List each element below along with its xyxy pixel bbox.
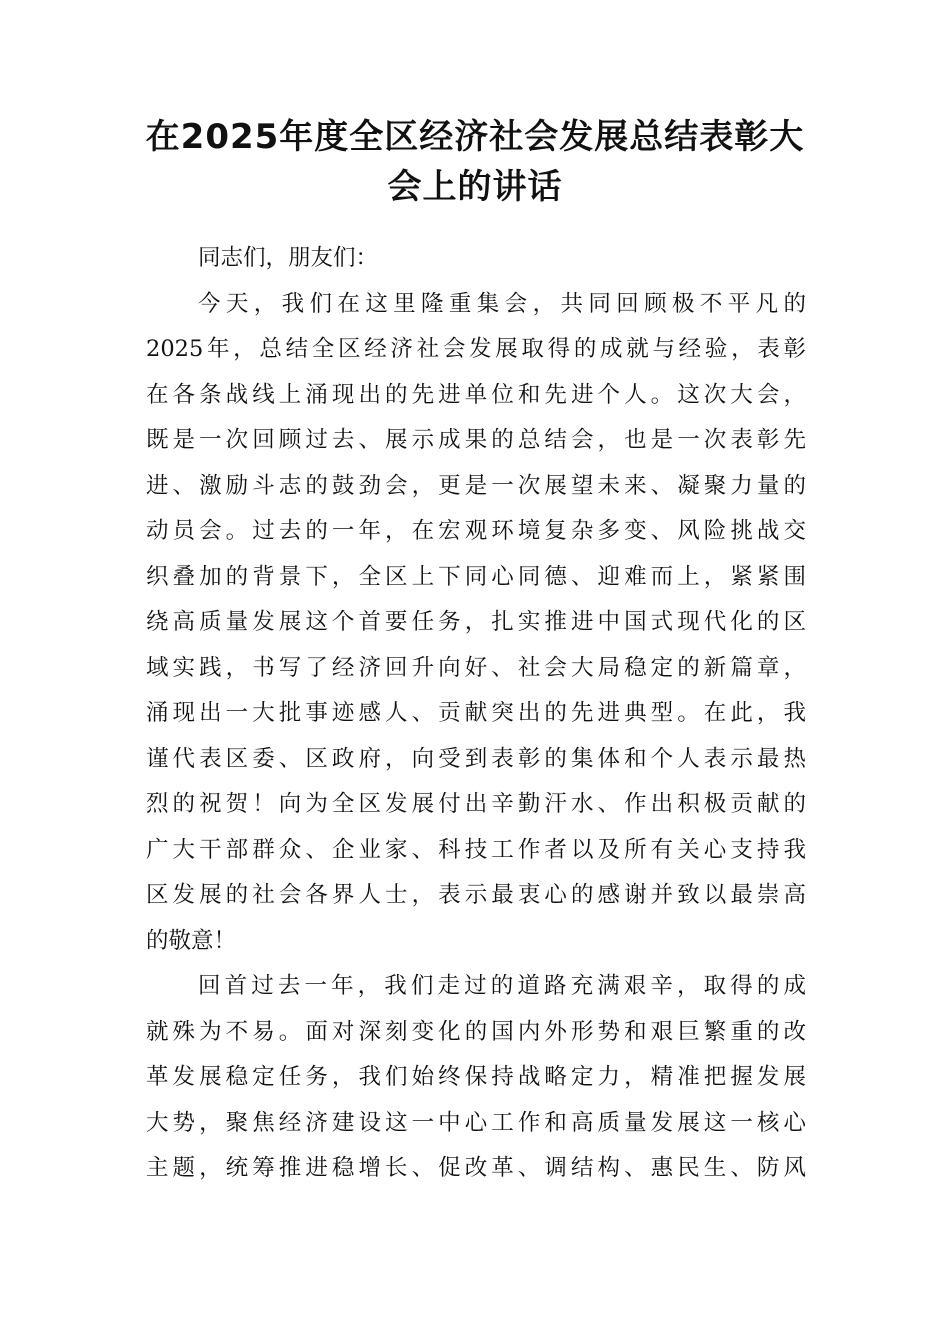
document-body	[146, 236, 806, 1192]
paragraph-line: 谨代表区委、区政府，向受到表彰的集体和个人表示最热	[146, 745, 806, 772]
paragraph-line: 域实践，书写了经济回升向好、社会大局稳定的新篇章，	[146, 654, 806, 681]
paragraph-line: 绕高质量发展这个首要任务，扎实推进中国式现代化的区	[146, 609, 806, 635]
paragraph-line: 在各条战线上涌现出的先进单位和先进个人。这次大会，	[146, 381, 806, 408]
paragraph-line: 动员会。过去的一年，在宏观环境复杂多变、风险挑战交	[146, 518, 806, 544]
paragraph-1	[146, 282, 806, 965]
paragraph-line: 烈的祝贺！向为全区发展付出辛勤汗水、作出积极贡献的	[146, 791, 806, 817]
paragraph-line: 织叠加的背景下，全区上下同心同德、迎难而上，紧紧围	[146, 563, 806, 590]
title-line-2: 会上的讲话	[387, 167, 563, 207]
paragraph-line: 广大干部群众、企业家、科技工作者以及所有关心支持我	[146, 836, 806, 863]
paragraph-line: 区发展的社会各界人士，表示最衷心的感谢并致以最崇高	[146, 882, 806, 908]
salutation: 同志们，朋友们：	[198, 245, 379, 271]
paragraph-line: 回首过去一年，我们走过的道路充满艰辛，取得的成	[198, 973, 806, 999]
paragraph-line: 革发展稳定任务，我们始终保持战略定力，精准把握发展	[146, 1064, 806, 1090]
paragraph-line: 主题，统筹推进稳增长、促改革、调结构、惠民生、防风	[146, 1155, 806, 1181]
paragraph-2	[146, 964, 806, 1192]
document-title	[145, 112, 805, 212]
paragraph-line: 的敬意！	[146, 927, 237, 954]
paragraph-line: 进、激励斗志的鼓劲会，更是一次展望未来、凝聚力量的	[146, 472, 806, 499]
paragraph-line: 就殊为不易。面对深刻变化的国内外形势和艰巨繁重的改	[146, 1018, 806, 1045]
paragraph-line: 2025年，总结全区经济社会发展取得的成就与经验，表彰	[146, 336, 806, 362]
paragraph-line: 今天，我们在这里隆重集会，共同回顾极不平凡的	[198, 290, 806, 317]
paragraph-line: 涌现出一大批事迹感人、贡献突出的先进典型。在此，我	[146, 700, 806, 726]
paragraph-line: 大势，聚焦经济建设这一中心工作和高质量发展这一核心	[146, 1109, 806, 1136]
paragraph-line: 既是一次回顾过去、展示成果的总结会，也是一次表彰先	[146, 427, 806, 453]
title-line-1: 在2025年度全区经济社会发展总结表彰大	[145, 117, 805, 157]
